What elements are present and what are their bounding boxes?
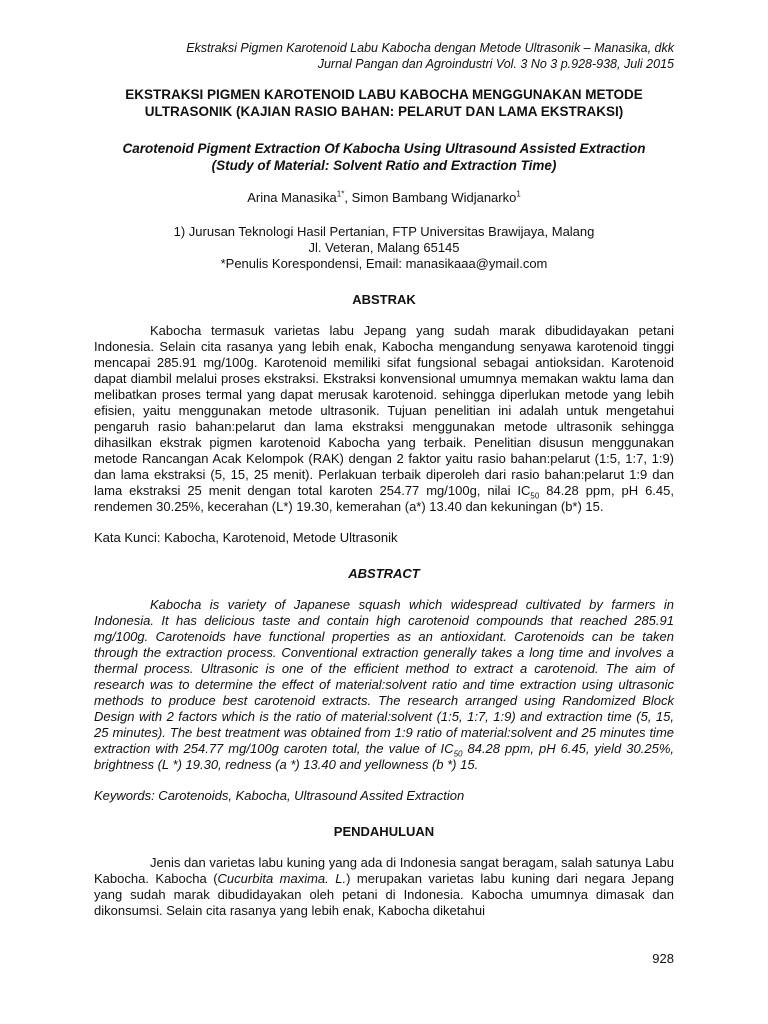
abstract-text: 84.28 ppm, pH 6.45, yield 30.25%, brightness (L *) 19.30, redness (a *) 13.40 and yellowness (b *) 15. (94, 741, 674, 772)
running-head (94, 40, 674, 72)
subscript: 50 (530, 491, 540, 501)
author-separator: , (344, 190, 352, 205)
author-affiliation-mark: 1* (336, 189, 345, 199)
author-name: Simon Bambang Widjanarko (351, 190, 517, 205)
abstract-heading: ABSTRACT (348, 566, 420, 581)
keywords: Keywords: Carotenoids, Kabocha, Ultrasound Assited Extraction (94, 788, 465, 803)
affiliation (94, 224, 674, 272)
corresponding-author: *Penulis Korespondensi, Email: manasikaaa@ymail.com (220, 256, 548, 271)
affiliation-department: 1) Jurusan Teknologi Hasil Pertanian, FTP Universitas Brawijaya, Malang (173, 224, 595, 239)
kata-kunci: Kata Kunci: Kabocha, Karotenoid, Metode Ultrasonik (94, 530, 398, 545)
paper-page (94, 40, 674, 919)
affiliation-address: Jl. Veteran, Malang 65145 (308, 240, 460, 255)
author-list (94, 190, 674, 206)
author-name: Arina Manasika (247, 190, 337, 205)
subscript: 50 (453, 749, 463, 759)
abstrak-paragraph (94, 323, 674, 515)
species-name: Cucurbita maxima. L. (217, 871, 347, 886)
paper-title-indonesian: EKSTRAKSI PIGMEN KAROTENOID LABU KABOCHA MENGGUNAKAN METODE ULTRASONIK (KAJIAN RASIO BAHAN: PELARUT DAN LAMA EKSTRAKSI) (125, 87, 643, 119)
pendahuluan-text: ) merupakan varietas labu kuning dari negara Jepang yang sudah marak dibudidayakan oleh petani di Indonesia. Kabocha umumnya dimasak dan dikonsumsi. Selain cita rasanya yang lebih enak, Kabocha diketahui (94, 871, 674, 918)
abstract-paragraph (94, 597, 674, 773)
running-head-title: Ekstraksi Pigmen Karotenoid Labu Kabocha dengan Metode Ultrasonik – Manasika, dkk (186, 41, 674, 55)
running-head-journal: Jurnal Pangan dan Agroindustri Vol. 3 No 3 p.928-938, Juli 2015 (317, 57, 674, 71)
abstrak-text: Kabocha termasuk varietas labu Jepang yang sudah marak dibudidayakan petani Indonesia. Selain cita rasanya yang lebih enak, Kabocha mengandung senyawa karotenoid tinggi mencapai 285.91 mg/100g. Karotenoid memiliki sifat fungsional sebagai antioksidan. Karotenoid dapat diambil melalui proses ekstraksi. Ekstraksi konvensional umumnya memakan waktu lama dan melibatkan proses termal yang dapat merusak karotenoid. sehingga diperlukan metode yang lebih efisien, yaitu menggunakan metode ultrasonik. Tujuan penelitian ini adalah untuk mengetahui pengaruh rasio bahan:pelarut dan lama ekstraksi menggunakan metode ultrasonik sehingga dihasilkan ekstrak pigmen karotenoid Kabocha yang terbaik. Penelitian disusun menggunakan metode Rancangan Acak Kelompok (RAK) dengan 2 faktor yaitu rasio bahan:pelarut (1:5, 1:7, 1:9) dan lama ekstraksi (5, 15, 25 menit). Perlakuan terbaik diperoleh dari rasio bahan:pelarut 1:9 dan lama ekstraksi 25 menit dengan total karoten 254.77 mg/100g, nilai IC (94, 323, 674, 498)
pendahuluan-heading: PENDAHULUAN (333, 824, 435, 839)
author-affiliation-mark: 1 (516, 189, 521, 199)
page-number: 928 (652, 951, 674, 966)
pendahuluan-paragraph (94, 855, 674, 919)
abstrak-heading: ABSTRAK (352, 292, 416, 307)
pendahuluan-text: Jenis dan varietas labu kuning yang ada di Indonesia sangat beragam, salah satunya Labu Kabocha. Kabocha ( (94, 855, 674, 886)
abstrak-text: 84.28 ppm, pH 6.45, rendemen 30.25%, kecerahan (L*) 19.30, kemerahan (a*) 13.40 dan kekuningan (b*) 15. (94, 483, 674, 514)
abstract-text: Kabocha is variety of Japanese squash which widespread cultivated by farmers in Indonesia. It has delicious taste and contain high carotenoid compounds that reached 285.91 mg/100g. Carotenoids have functional properties as an antioxidant. Carotenoids can be taken through the extraction process. Conventional extraction generally takes a long time and involves a thermal process. Ultrasonic is one of the efficient method to extract a carotenoid. The aim of research was to determine the effect of material:solvent ratio and time extraction using ultrasonic methods to produce best carotenoid extracts. The research arranged using Randomized Block Design with 2 factors which is the ratio of material:solvent (1:5, 1:7, 1:9) and extraction time (5, 15, 25 minutes). The best treatment was obtained from 1:9 ratio of material:solvent and 25 minutes time extraction with 254.77 mg/100g caroten total, the value of IC (94, 597, 674, 756)
paper-title-english: Carotenoid Pigment Extraction Of Kabocha Using Ultrasound Assisted Extraction (Study of Material: Solvent Ratio and Extraction Time) (122, 141, 646, 173)
